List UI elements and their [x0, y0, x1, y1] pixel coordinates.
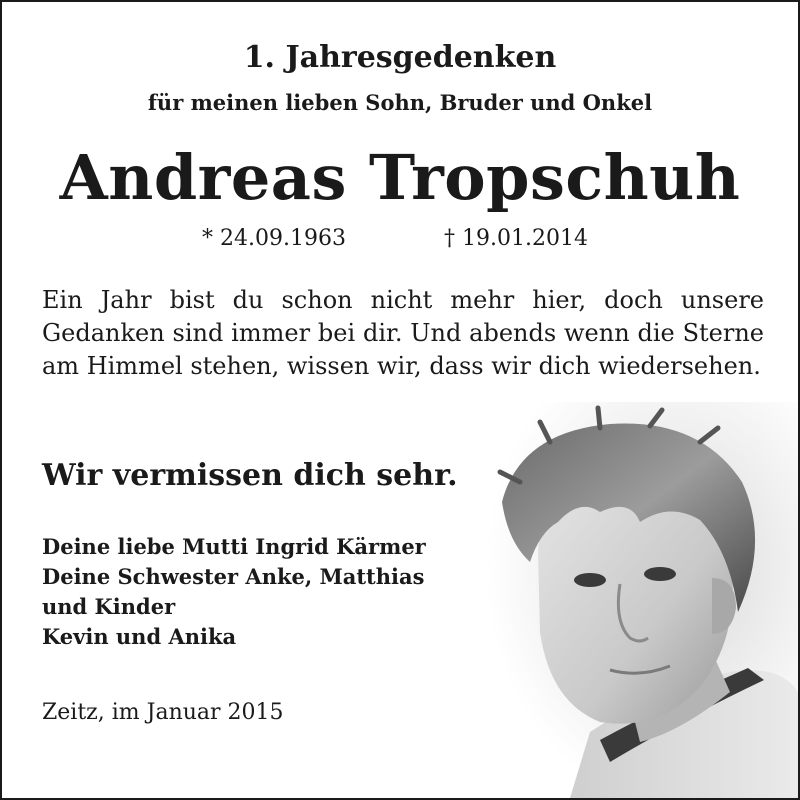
death-date: † 19.01.2014	[444, 226, 588, 251]
family-line: Deine liebe Mutti Ingrid Kärmer	[42, 534, 426, 559]
family-line: Kevin und Anika	[42, 624, 237, 649]
portrait-photo	[480, 402, 798, 798]
memorial-poem: Ein Jahr bist du schon nicht mehr hier, doch unsere Gedanken sind immer bei dir. Und abends wenn die Sterne am Himmel stehen, wissen wir, dass wir dich wiedersehen.	[42, 286, 764, 380]
notice-subline: für meinen lieben Sohn, Bruder und Onkel	[147, 90, 653, 115]
place-and-date: Zeitz, im Januar 2015	[42, 700, 284, 725]
family-line: und Kinder	[42, 594, 176, 619]
deceased-name: Andreas Tropschuh	[59, 141, 741, 214]
missing-statement: Wir vermissen dich sehr.	[42, 458, 458, 493]
birth-date: * 24.09.1963	[202, 226, 346, 251]
family-signatures	[42, 532, 502, 652]
notice-headline: 1. Jahresgedenken	[243, 40, 557, 75]
family-line: Deine Schwester Anke, Matthias	[42, 564, 425, 589]
